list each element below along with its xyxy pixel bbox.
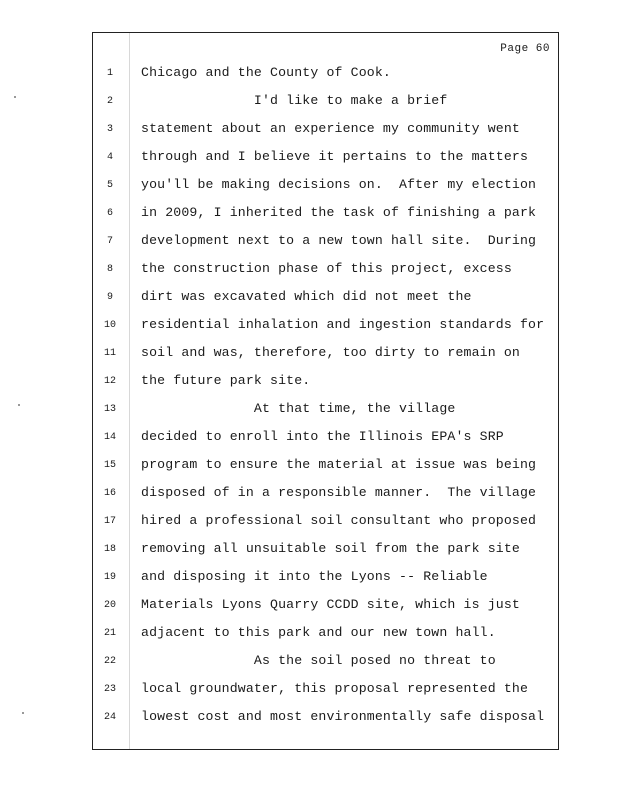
line-text: As the soil posed no threat to [141,653,496,668]
transcript-line [93,177,556,197]
line-text: residential inhalation and ingestion standards for [141,317,545,332]
line-text: Materials Lyons Quarry CCDD site, which is just [141,597,520,612]
transcript-line [93,709,556,729]
transcript-line [93,429,556,449]
line-number: 9 [106,292,113,303]
page-number: Page 60 [500,43,550,55]
line-text: adjacent to this park and our new town hall. [141,625,496,640]
line-text: development next to a new town hall site. During [141,233,537,248]
line-text: I'd like to make a brief [141,93,448,108]
scan-speck [14,96,16,98]
line-number: 13 [103,404,116,415]
line-number: 1 [106,68,113,79]
transcript-line [93,485,556,505]
line-number: 2 [106,96,113,107]
line-number: 22 [103,656,116,667]
line-number: 18 [103,544,116,555]
line-number: 7 [106,236,113,247]
transcript-line [93,93,556,113]
transcript-line [93,653,556,673]
line-number: 19 [103,572,116,583]
transcript-line [93,513,556,533]
line-text: At that time, the village [141,401,456,416]
line-text: program to ensure the material at issue was being [141,457,537,472]
line-number: 12 [103,376,116,387]
transcript-line [93,597,556,617]
transcript-line [93,625,556,645]
line-text: Chicago and the County of Cook. [141,65,391,80]
transcript-page [92,32,559,750]
line-text: soil and was, therefore, too dirty to remain on [141,345,520,360]
line-text: the construction phase of this project, excess [141,261,512,276]
line-number: 10 [103,320,116,331]
transcript-line [93,457,556,477]
line-text: in 2009, I inherited the task of finishing a park [141,205,537,220]
transcript-line [93,569,556,589]
line-number: 3 [106,124,113,135]
transcript-line [93,541,556,561]
line-text: removing all unsuitable soil from the park site [141,541,520,556]
line-text: statement about an experience my community went [141,121,520,136]
line-number: 23 [103,684,116,695]
transcript-line [93,149,556,169]
transcript-line [93,681,556,701]
transcript-line [93,289,556,309]
line-number: 14 [103,432,116,443]
line-number: 17 [103,516,116,527]
transcript-line [93,401,556,421]
transcript-line [93,261,556,281]
transcript-line [93,205,556,225]
transcript-line [93,345,556,365]
line-number: 11 [103,348,116,359]
line-text: local groundwater, this proposal represented the [141,681,529,696]
line-number: 15 [103,460,116,471]
line-text: and disposing it into the Lyons -- Reliable [141,569,488,584]
line-text: the future park site. [141,373,311,388]
line-number: 8 [106,264,113,275]
line-number: 20 [103,600,116,611]
line-number: 16 [103,488,116,499]
scan-speck [18,404,20,406]
line-text: lowest cost and most environmentally safe disposal [141,709,545,724]
line-number: 21 [103,628,116,639]
line-number: 5 [106,180,113,191]
transcript-line [93,373,556,393]
line-text: decided to enroll into the Illinois EPA's SRP [141,429,504,444]
line-text: hired a professional soil consultant who proposed [141,513,537,528]
transcript-line [93,233,556,253]
transcript-line [93,121,556,141]
line-text: you'll be making decisions on. After my election [141,177,537,192]
transcript-line [93,65,556,85]
line-text: disposed of in a responsible manner. The village [141,485,537,500]
line-text: dirt was excavated which did not meet the [141,289,472,304]
line-number: 4 [106,152,113,163]
scan-speck [22,712,24,714]
line-number: 24 [103,712,116,723]
transcript-line [93,317,556,337]
line-text: through and I believe it pertains to the matters [141,149,529,164]
line-number: 6 [106,208,113,219]
